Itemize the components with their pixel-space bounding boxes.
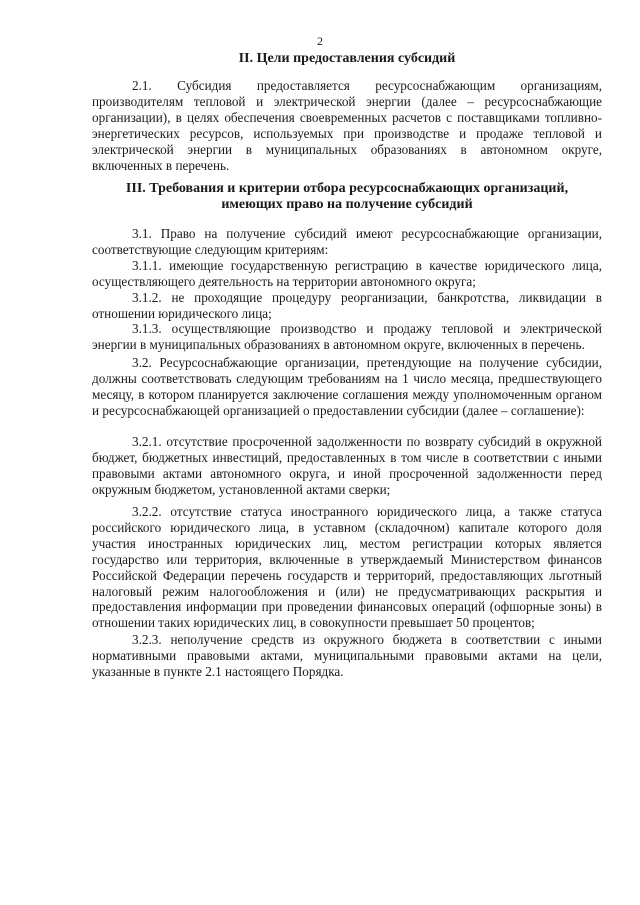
paragraph-3-2: 3.2. Ресурсоснабжающие организации, претендующие на получение субсидии, должны соответствовать следующим требованиям на 1 число месяца, предшествующего месяцу, в котором планируется заключение соглашения между уполномоченным органом и ресурсоснабжающей организацией о предоставлении субсидии (далее – соглашение): xyxy=(92,355,602,418)
paragraph-3-2-3: 3.2.3. неполучение средств из окружного бюджета в соответствии с иными нормативными правовыми актами, муниципальными правовыми актами на цели, указанные в пункте 2.1 настоящего Порядка. xyxy=(92,632,602,679)
paragraph-3-1-3: 3.1.3. осуществляющие производство и продажу тепловой и электрической энергии в муниципальных образованиях в автономном округе, включенных в перечень. xyxy=(92,321,602,352)
paragraph-3-2-1: 3.2.1. отсутствие просроченной задолженности по возврату субсидий в окружной бюджет, бюджетных инвестиций, предоставленных в том числе в соответствии с иными правовыми актами автономного округа, и иной просроченной задолженности перед окружным бюджетом, установленной актами сверки; xyxy=(92,434,602,497)
paragraph-3-2-2: 3.2.2. отсутствие статуса иностранного юридического лица, а также статуса российского юридического лица, в уставном (складочном) капитале которого доля участия иностранных юридических лиц, местом регистрации которых является государство или территория, включенные в утверждаемый Министерством финансов Российской Федерации перечень государств и территорий, предоставляющих льготный налоговый режим налогообложения и (или) не предусматривающих раскрытия и предоставления информации при проведении финансовых операций (офшорные зоны) в отношении таких юридических лиц, в совокупности превышает 50 процентов; xyxy=(92,504,602,631)
paragraph-2-1: 2.1. Субсидия предоставляется ресурсоснабжающим организациям, производителям тепловой и электрической энергии (далее – ресурсоснабжающие организации), в целях обеспечения своевременных расчетов с поставщиками топливно-энергетических ресурсов, используемых при производстве и продаже тепловой и электрической энергии в муниципальных образованиях в автономном округе, включенных в перечень. xyxy=(92,78,602,173)
section-3-heading-line-1: III. Требования и критерии отбора ресурсоснабжающих организаций, xyxy=(125,181,569,196)
paragraph-3-1: 3.1. Право на получение субсидий имеют ресурсоснабжающие организации, соответствующие следующим критериям: xyxy=(92,226,602,257)
page-number: 2 xyxy=(317,34,323,48)
paragraph-3-1-2: 3.1.2. не проходящие процедуру реорганизации, банкротства, ликвидации в отношении юридического лица; xyxy=(92,290,602,321)
section-3-heading-line-2: имеющих право на получение субсидий xyxy=(221,197,473,212)
paragraph-3-1-1: 3.1.1. имеющие государственную регистрацию в качестве юридического лица, осуществляющего деятельность на территории автономного округа; xyxy=(92,258,602,289)
section-2-heading: II. Цели предоставления субсидий xyxy=(238,51,456,66)
